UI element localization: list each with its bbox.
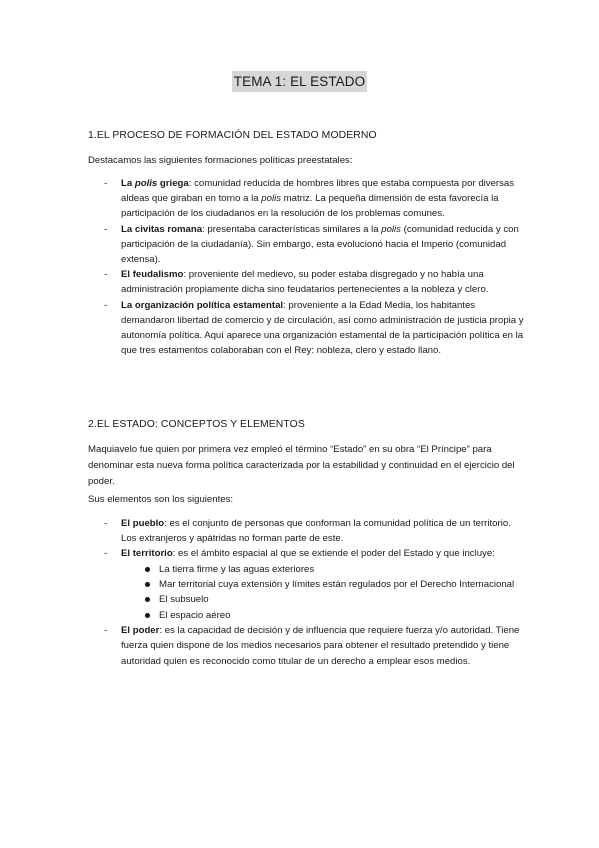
section-1-heading: 1.EL PROCESO DE FORMACIÓN DEL ESTADO MODERNO (88, 130, 377, 141)
dash-bullet: - (104, 223, 108, 235)
round-bullet-icon (145, 613, 150, 618)
dash-bullet: - (104, 269, 108, 281)
dash-bullet: - (104, 299, 108, 311)
item-text: : presentaba características similares a la (202, 223, 382, 235)
item-text: (comunidad reducida y con participación de la ciudadanía). Sin embargo, esta evolucionó hacia el Imperio (comunidad extensa). (121, 223, 519, 266)
item-lead: El territorio (121, 548, 173, 560)
item-text: : comunidad reducida de hombres libres que estaba compuesta por diversas aldeas que giraban en torno a la (121, 178, 515, 205)
territory-sublist (121, 562, 528, 624)
item-lead: La polis griega (121, 178, 189, 189)
round-bullet-icon (145, 597, 150, 602)
list-item-pueblo (88, 516, 528, 546)
item-text: : es la capacidad de decisión y de influencia que requiere fuerza y/o autoridad. Tiene fuerza quien dispone de los medios necesarios para obtener el resultado pretendido y tiene autoridad quien es reconocido como titular de un derecho a emplear esos medios. (121, 625, 520, 667)
sublist-item: Mar territorial cuya extensión y límites están regulados por el Derecho Internacional (121, 577, 528, 592)
list-item-territorio (88, 546, 528, 623)
item-lead: El feudalismo (121, 269, 184, 281)
dash-bullet: - (104, 625, 108, 637)
dash-bullet: - (104, 518, 108, 529)
item-text: : es el conjunto de personas que conforman la comunidad política de un territorio. Los extranjeros y apátridas no forman parte de este. (121, 518, 511, 545)
list-item-polis (88, 176, 528, 222)
item-text: : proveniente del medievo, su poder estaba disgregado y no había una administración propiamente dicha sino feudatarios pertenecientes a la nobleza y clero. (121, 269, 489, 296)
item-lead: La civitas romana (121, 223, 203, 235)
list-item-poder (88, 623, 528, 669)
round-bullet-icon (145, 567, 150, 572)
section-2-paragraph-2: Sus elementos son los siguientes: (88, 494, 234, 505)
list-item-feudalismo (88, 267, 528, 297)
list-item-estamental (88, 298, 528, 359)
dash-bullet: - (104, 548, 108, 560)
section-2-heading: 2.EL ESTADO: CONCEPTOS Y ELEMENTOS (88, 419, 305, 430)
item-text: : proveniente a la Edad Media, los habitantes demandaron libertad de comercio y de circulación, así como administración de justicia propia y autonomía política. Aquí aparece una organización estamental de la participación política en la que tres estamentos colaboraban con el Rey: nobleza, clero y estado llano. (121, 299, 524, 357)
title-container (0, 71, 599, 92)
state-elements-list (88, 516, 528, 669)
item-text: matriz. La pequeña dimensión de esta favorecía la participación de los ciudadanos en la resolución de los problemas comunes. (121, 193, 499, 220)
item-lead: El poder (121, 625, 160, 637)
document-title: TEMA 1: EL ESTADO (232, 71, 368, 92)
sublist-item: El espacio aéreo (121, 608, 528, 623)
item-lead: El pueblo (121, 518, 165, 529)
sublist-item: El subsuelo (121, 592, 528, 607)
section-1-intro: Destacamos las siguientes formaciones políticas preestatales: (88, 155, 353, 166)
sublist-item: La tierra firme y las aguas exteriores (121, 562, 528, 577)
item-text-italic: polis (261, 193, 282, 205)
round-bullet-icon (145, 582, 150, 587)
preestatal-formations-list (88, 176, 528, 358)
dash-bullet: - (104, 178, 108, 189)
section-2-paragraph-1: Maquiavelo fue quien por primera vez empleó el término “Estado” en su obra “El Príncipe” para denominar esta nueva forma política caracterizada por la estabilidad y continuidad en el ejercicio del poder. (88, 444, 515, 487)
item-lead: La organización política estamental (121, 299, 284, 311)
item-text-italic: polis (381, 223, 401, 235)
item-text: : es el ámbito espacial al que se extiende el poder del Estado y que incluye: (172, 548, 495, 560)
list-item-civitas (88, 222, 528, 268)
